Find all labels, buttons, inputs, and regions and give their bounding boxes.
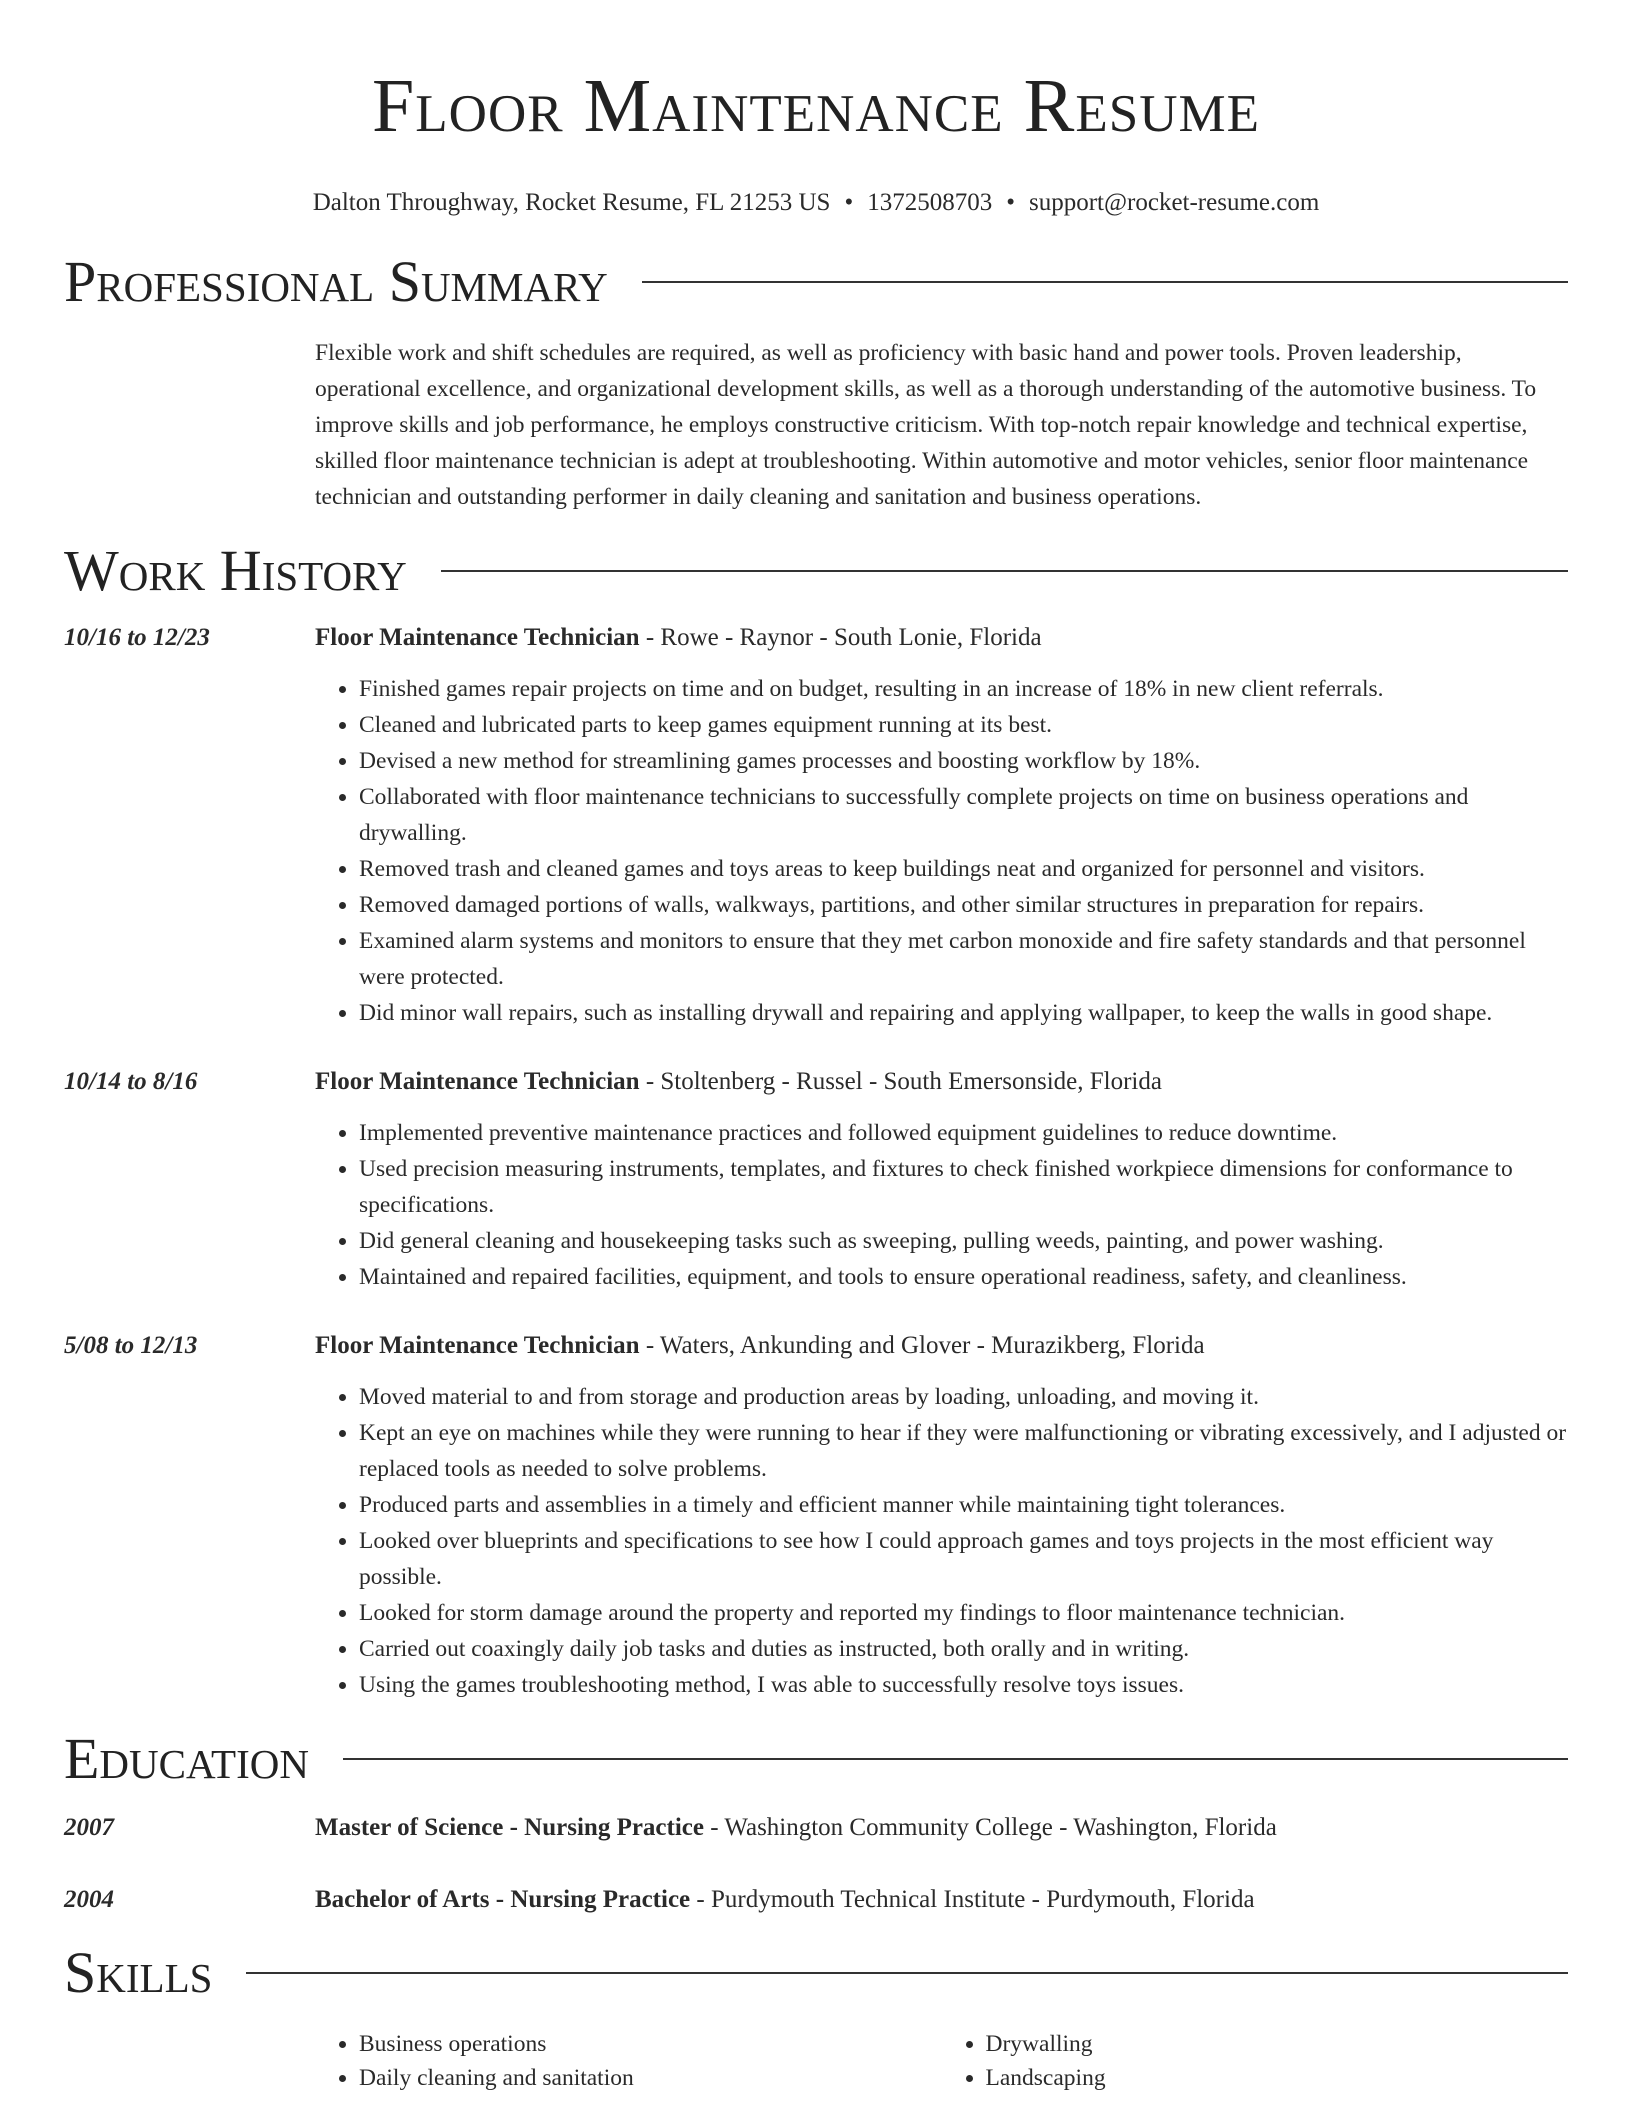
education-body — [315, 1811, 1568, 1845]
work-heading: Work History — [64, 538, 407, 603]
skill-item: • Landscaping — [986, 2061, 1569, 2095]
job-title: Floor Maintenance Technician — [315, 1332, 640, 1359]
skills-section-header — [64, 1940, 1568, 2005]
section-divider — [441, 570, 1568, 572]
job-dates: 10/14 to 8/16 — [64, 1068, 198, 1095]
job-body — [315, 621, 1568, 1031]
job-bullet: • Maintained and repaired facilities, equipment, and tools to ensure operational readiness, safety, and cleanliness. — [359, 1259, 1568, 1295]
job-bullet: • Moved material to and from storage and production areas by loading, unloading, and moving it. — [359, 1379, 1568, 1415]
job-bullet: • Looked over blueprints and specifications to see how I could approach games and toys projects in the most efficient way possible. — [359, 1523, 1568, 1595]
job-bullet: • Devised a new method for streamlining games processes and boosting workflow by 18%. — [359, 743, 1568, 779]
education-section-header — [64, 1726, 1568, 1791]
section-divider — [246, 1972, 1568, 1974]
job-body — [315, 1329, 1568, 1703]
job-heading — [315, 1329, 1568, 1363]
contact-email: support@rocket-resume.com — [1029, 189, 1320, 216]
job-bullet: • Examined alarm systems and monitors to ensure that they met carbon monoxide and fire safety standards and that personnel were protected. — [359, 923, 1568, 995]
education-heading: Education — [64, 1726, 309, 1791]
resume-title: Floor Maintenance Resume — [372, 64, 1260, 148]
education-year: 2004 — [64, 1886, 114, 1913]
education-heading-line — [315, 1811, 1568, 1845]
job-bullets — [315, 671, 1568, 1031]
job-bullet: • Did minor wall repairs, such as installing drywall and repairing and applying wallpaper, to keep the walls in good shape. — [359, 995, 1568, 1031]
job-bullet: • Produced parts and assemblies in a timely and efficient manner while maintaining tight tolerances. — [359, 1487, 1568, 1523]
summary-section-header — [64, 249, 1568, 314]
education-details: - Purdymouth Technical Institute - Purdymouth, Florida — [690, 1886, 1255, 1913]
job-dates: 5/08 to 12/13 — [64, 1332, 198, 1359]
contact-line — [64, 188, 1568, 218]
summary-heading: Professional Summary — [64, 249, 608, 314]
job-body — [315, 1065, 1568, 1295]
summary-text: Flexible work and shift schedules are required, as well as proficiency with basic hand and power tools. Proven leadership, operational excellence, and organizational development skills, as well as a thorough understanding of the automotive business. To improve skills and job performance, he employs constructive criticism. With top-notch repair knowledge and technical expertise, skilled floor maintenance technician is adept at troubleshooting. Within automotive and motor vehicles, senior floor maintenance technician and outstanding performer in daily cleaning and sanitation and business operations. — [315, 340, 1537, 510]
skill-item: • Drywalling — [986, 2027, 1569, 2061]
education-degree: Bachelor of Arts - Nursing Practice — [315, 1886, 691, 1913]
job-bullet: • Removed damaged portions of walls, walkways, partitions, and other similar structures in preparation for repairs. — [359, 887, 1568, 923]
job-bullet: • Using the games troubleshooting method, I was able to successfully resolve toys issues. — [359, 1667, 1568, 1703]
skills-heading: Skills — [64, 1940, 213, 2005]
education-entry — [64, 1811, 1568, 1845]
job-entry — [64, 621, 1568, 1031]
job-details: - Waters, Ankunding and Glover - Murazikberg, Florida — [639, 1332, 1205, 1359]
job-bullets — [315, 1379, 1568, 1703]
contact-address: Dalton Throughway, Rocket Resume, FL 21253 US — [312, 189, 831, 216]
job-dates: 10/16 to 12/23 — [64, 624, 210, 651]
job-bullet: • Finished games repair projects on time and on budget, resulting in an increase of 18% in new client referrals. — [359, 671, 1568, 707]
skills-list — [315, 2027, 1568, 2095]
job-bullet: • Carried out coaxingly daily job tasks and duties as instructed, both orally and in writing. — [359, 1631, 1568, 1667]
skill-item: • Business operations — [359, 2027, 942, 2061]
section-divider — [642, 281, 1568, 283]
job-entry — [64, 1329, 1568, 1703]
job-bullet: • Looked for storm damage around the property and reported my findings to floor maintenance technician. — [359, 1595, 1568, 1631]
section-divider — [343, 1758, 1568, 1760]
education-body — [315, 1883, 1568, 1917]
job-title: Floor Maintenance Technician — [315, 624, 640, 651]
job-details: - Stoltenberg - Russel - South Emersonside, Florida — [639, 1068, 1162, 1095]
skills-column-left — [315, 2027, 942, 2095]
job-heading — [315, 1065, 1568, 1099]
skill-item: • Daily cleaning and sanitation — [359, 2061, 942, 2095]
education-degree: Master of Science - Nursing Practice — [315, 1814, 704, 1841]
job-bullet: • Cleaned and lubricated parts to keep games equipment running at its best. — [359, 707, 1568, 743]
resume-page — [64, 0, 1568, 2095]
contact-separator: • — [1006, 189, 1015, 216]
job-heading — [315, 621, 1568, 655]
education-details: - Washington Community College - Washington, Florida — [704, 1814, 1277, 1841]
skills-column-right — [942, 2027, 1569, 2095]
job-bullet: • Kept an eye on machines while they were running to hear if they were malfunctioning or vibrating excessively, and I adjusted or replaced tools as needed to solve problems. — [359, 1415, 1568, 1487]
education-year: 2007 — [64, 1814, 114, 1841]
education-heading-line — [315, 1883, 1568, 1917]
education-entry — [64, 1883, 1568, 1917]
job-title: Floor Maintenance Technician — [315, 1068, 640, 1095]
job-bullet: • Did general cleaning and housekeeping tasks such as sweeping, pulling weeds, painting, and power washing. — [359, 1223, 1568, 1259]
job-details: - Rowe - Raynor - South Lonie, Florida — [639, 624, 1042, 651]
job-bullets — [315, 1115, 1568, 1295]
job-entry — [64, 1065, 1568, 1295]
contact-phone: 1372508703 — [867, 189, 993, 216]
job-bullet: • Used precision measuring instruments, templates, and fixtures to check finished workpiece dimensions for conformance to specifications. — [359, 1151, 1568, 1223]
job-bullet: • Removed trash and cleaned games and toys areas to keep buildings neat and organized for personnel and visitors. — [359, 851, 1568, 887]
job-bullet: • Implemented preventive maintenance practices and followed equipment guidelines to reduce downtime. — [359, 1115, 1568, 1151]
contact-separator: • — [844, 189, 854, 216]
work-section-header — [64, 538, 1568, 603]
job-bullet: • Collaborated with floor maintenance technicians to successfully complete projects on time on business operations and drywalling. — [359, 779, 1568, 851]
